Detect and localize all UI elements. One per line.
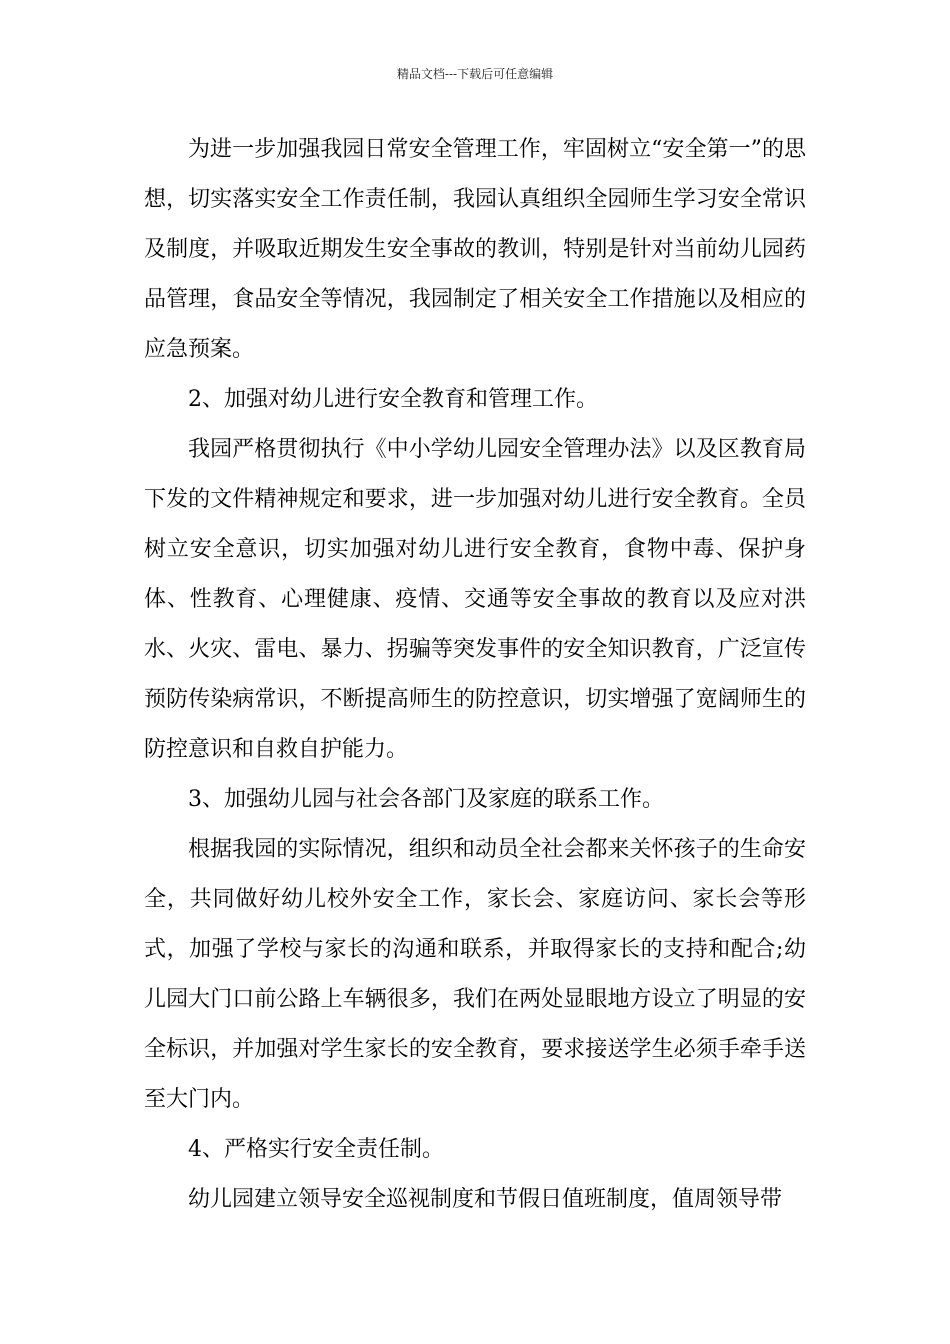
section-heading-4: 4、严格实行安全责任制。 xyxy=(188,1137,444,1162)
section-heading-3: 3、加强幼儿园与社会各部门及家庭的联系工作。 xyxy=(188,787,664,812)
paragraph-safety-education: 我园严格贯彻执行《中小学幼儿园安全管理办法》以及区教育局下发的文件精神规定和要求，进一步加强对幼儿进行安全教育。全员树立安全意识，切实加强对幼儿进行安全教育，食物中毒、保护身体、性教育、心理健康、疫情、交通等安全事故的教育以及应对洪水、火灾、雷电、暴力、拐骗等突发事件的安全知识教育，广泛宣传预防传染病常识，不断提高师生的防控意识，切实增强了宽阔师生的防控意识和自救自护能力。 xyxy=(144,437,806,762)
paragraph-responsibility: 幼儿园建立领导安全巡视制度和节假日值班制度，值周领导带 xyxy=(188,1187,783,1212)
section-heading-2: 2、加强对幼儿进行安全教育和管理工作。 xyxy=(188,387,598,412)
paragraph-family-contact: 根据我园的实际情况，组织和动员全社会都来关怀孩子的生命安全，共同做好幼儿校外安全工作，家长会、家庭访问、家长会等形式，加强了学校与家长的沟通和联系，并取得家长的支持和配合;幼儿园大门口前公路上车辆很多，我们在两处显眼地方设立了明显的安全标识，并加强对学生家长的安全教育，要求接送学生必须手牵手送至大门内。 xyxy=(144,837,806,1112)
document-body xyxy=(144,125,806,1225)
paragraph-intro: 为进一步加强我园日常安全管理工作，牢固树立“安全第一”的思想，切实落实安全工作责任制，我园认真组织全园师生学习安全常识及制度，并吸取近期发生安全事故的教训，特别是针对当前幼儿园药品管理，食品安全等情况，我园制定了相关安全工作措施以及相应的应急预案。 xyxy=(144,137,806,362)
page-header: 精品文档---下载后可任意编辑 xyxy=(396,67,554,81)
